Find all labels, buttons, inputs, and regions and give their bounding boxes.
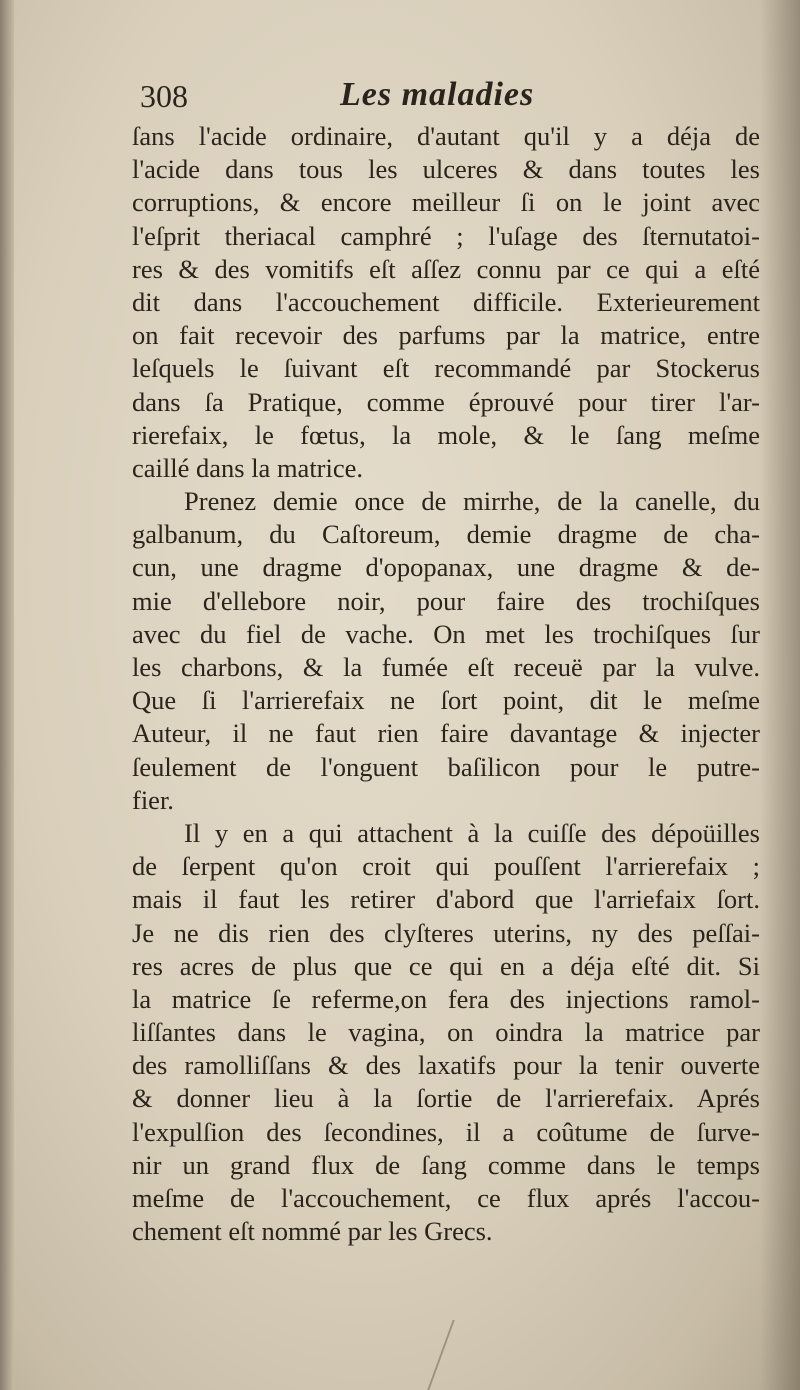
text-line: fier. [132, 784, 174, 815]
text-line: res acres de plus que ce qui en a déja eſté dit. Si [132, 950, 760, 981]
text-line: on fait recevoir des parfums par la matrice, entre [132, 320, 760, 351]
text-line: de ſerpent qu'on croit qui pouſſent l'arrierefaix ; [132, 851, 760, 882]
text-line: Auteur, il ne faut rien faire davantage & injecter [132, 718, 760, 749]
text-line: liſſantes dans le vagina, on oindra la matrice par [132, 1017, 760, 1048]
text-line: res & des vomitifs eſt aſſez connu par ce qui a eſté [132, 253, 760, 284]
text-line: galbanum, du Caſtoreum, demie dragme de cha- [132, 519, 760, 550]
text-line: avec du fiel de vache. On met les trochiſques ſur [132, 618, 760, 649]
running-title: Les maladies [340, 76, 535, 113]
text-line: rierefaix, le fœtus, la mole, & le ſang meſme [132, 419, 760, 450]
page-edge-shadow [760, 0, 800, 1390]
text-line: Je ne dis rien des clyſteres uterins, ny des peſſai- [132, 917, 760, 948]
text-line: cun, une dragme d'opopanax, une dragme & de- [132, 552, 760, 583]
text-line: Prenez demie once de mirrhe, de la canelle, du [184, 486, 760, 517]
text-line: meſme de l'accouchement, ce flux aprés l'accou- [132, 1183, 760, 1213]
text-line: les charbons, & la fumée eſt receuë par la vulve. [132, 652, 760, 682]
body-text [132, 120, 760, 1248]
text-line: Il y en a qui attachent à la cuiſſe des dépoüilles [184, 817, 760, 848]
text-line: l'acide dans tous les ulceres & dans toutes les [132, 154, 760, 185]
page-mark [427, 1320, 494, 1390]
text-line: ſeulement de l'onguent baſilicon pour le putre- [132, 751, 760, 782]
text-line: nir un grand flux de ſang comme dans le temps [132, 1149, 760, 1180]
text-line: caillé dans la matrice. [132, 452, 364, 483]
text-line: ſans l'acide ordinaire, d'autant qu'il y a déja de [132, 121, 760, 151]
text-line: mie d'ellebore noir, pour faire des trochiſques [132, 585, 760, 616]
text-line: l'expulſion des ſecondines, il a coûtume de ſurve- [132, 1116, 760, 1147]
text-line: corruptions, & encore meilleur ſi on le joint avec [132, 187, 760, 218]
text-line: l'eſprit theriacal camphré ; l'uſage des ſternutatoi- [132, 220, 760, 251]
text-line: la matrice ſe referme,on fera des injections ramol- [132, 983, 760, 1014]
page-gutter-shadow [0, 0, 14, 1390]
text-line: chement eſt nommé par les Grecs. [132, 1216, 493, 1247]
page-header [140, 74, 760, 118]
text-line: dans ſa Pratique, comme éprouvé pour tirer l'ar- [132, 386, 760, 417]
text-line: leſquels le ſuivant eſt recommandé par Stockerus [132, 353, 760, 384]
text-line: des ramolliſſans & des laxatifs pour la tenir ouverte [132, 1050, 760, 1081]
text-line: mais il faut les retirer d'abord que l'arriefaix ſort. [132, 884, 760, 915]
page-number: 308 [140, 78, 188, 114]
text-line: Que ſi l'arrierefaix ne ſort point, dit le meſme [132, 685, 760, 716]
text-line: & donner lieu à la ſortie de l'arrierefaix. Aprés [132, 1083, 760, 1114]
text-line: dit dans l'accouchement difficile. Exterieurement [132, 286, 760, 317]
